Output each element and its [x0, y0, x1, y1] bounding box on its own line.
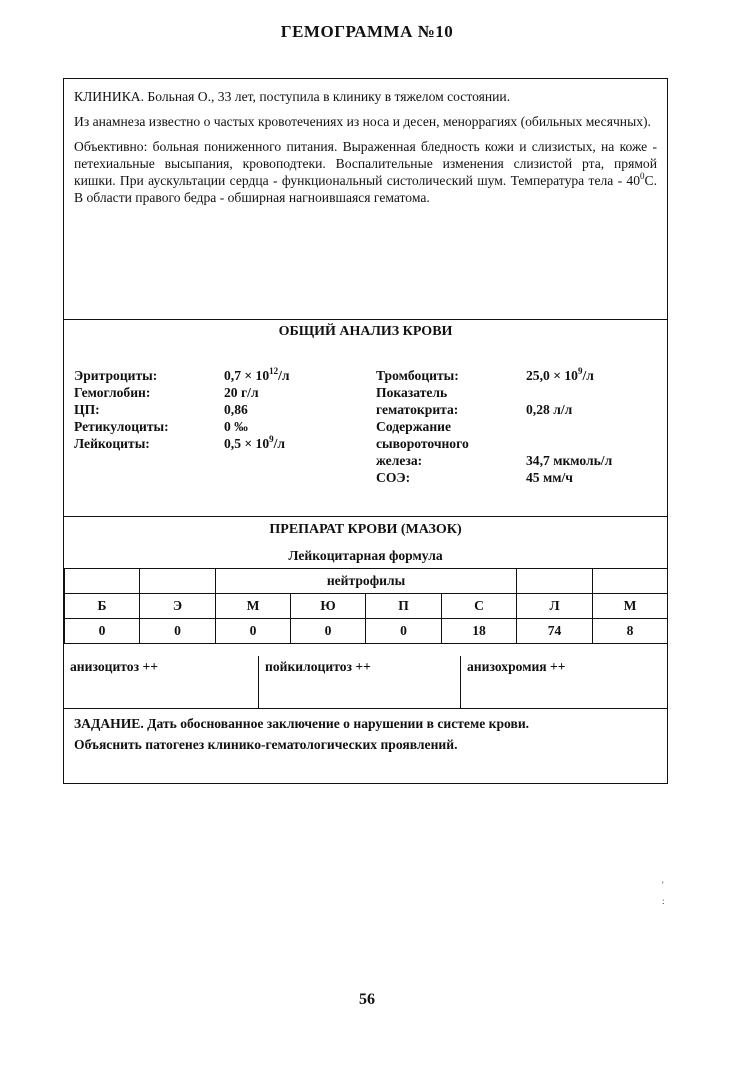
value-leukocytes-base: 0,5 × 10 — [224, 436, 270, 451]
clinic-paragraph-3-text: Объективно: больная пониженного питания. Выраженная бледность кожи и слизистых, на коже - петехиальные высыпания, кровоподтеки. Воспалительные изменения слизистой рта, прямой кишки. При аускультации сердца - функциональный систолический шум. Температура тела - 40 — [74, 139, 657, 188]
spacer — [526, 435, 666, 452]
blood-values-left — [224, 367, 374, 452]
table-cell: 74 — [517, 619, 593, 644]
label-esr: СОЭ: — [376, 470, 411, 485]
morphology-anisocytosis: анизоцитоз ++ — [64, 656, 259, 708]
column-header: С — [442, 594, 517, 619]
column-header: Ю — [291, 594, 366, 619]
table-cell: 0 — [366, 619, 442, 644]
table-row — [65, 569, 668, 594]
scan-mark: ' — [662, 880, 664, 890]
label-leukocytes: Лейкоциты: — [74, 436, 150, 451]
morphology-poikilocytosis: пойкилоцитоз ++ — [259, 656, 461, 708]
clinic-paragraph-3-tail: С. В области правого бедра - обширная нагноившаяся гематома. — [74, 173, 657, 205]
value-platelets — [526, 367, 666, 384]
column-header: Л — [517, 594, 593, 619]
table-cell: 0 — [65, 619, 140, 644]
table-cell: 0 — [216, 619, 291, 644]
clinic-paragraph-2: Из анамнеза известно о частых кровотечениях из носа и десен, меноррагиях (обильных месячных). — [74, 114, 651, 129]
label-erythrocytes: Эритроциты: — [74, 368, 158, 383]
value-leukocytes-exp: 9 — [269, 434, 274, 444]
column-header: Б — [65, 594, 140, 619]
value-erythrocytes — [224, 367, 374, 384]
leukocyte-formula-heading: Лейкоцитарная формула — [288, 548, 443, 563]
clinic-paragraph-3 — [74, 138, 657, 206]
value-hematocrit: 0,28 л/л — [526, 402, 573, 417]
table-cell: 8 — [593, 619, 668, 644]
table-cell — [517, 569, 593, 594]
table-cell — [140, 569, 216, 594]
column-header: М — [593, 594, 668, 619]
value-reticulocytes: 0 ‰ — [224, 419, 248, 434]
blood-values-right — [526, 367, 666, 486]
clinic-paragraph-1: КЛИНИКА. Больная О., 33 лет, поступила в клинику в тяжелом состоянии. — [74, 89, 511, 104]
label-iron-1: Содержание — [376, 419, 452, 434]
morphology-anisochromia: анизохромия ++ — [467, 659, 566, 674]
value-leukocytes-unit: /л — [273, 436, 286, 451]
table-cell — [593, 569, 668, 594]
label-iron-2: сывороточного — [376, 436, 469, 451]
value-platelets-exp: 9 — [577, 366, 583, 376]
degree-sup: 0 — [640, 171, 645, 181]
table-cell: 0 — [140, 619, 216, 644]
label-color-index: ЦП: — [74, 402, 100, 417]
table-cell: 0 — [291, 619, 366, 644]
neutrophils-header: нейтрофилы — [216, 569, 517, 594]
page-number: 56 — [359, 991, 375, 1008]
value-leukocytes — [224, 435, 374, 452]
label-hemoglobin: Гемоглобин: — [74, 385, 151, 400]
value-platelets-unit: /л — [582, 368, 594, 383]
value-esr: 45 мм/ч — [526, 470, 573, 485]
column-header: П — [366, 594, 442, 619]
table-cell: 18 — [442, 619, 517, 644]
value-platelets-base: 25,0 × 10 — [526, 368, 578, 383]
leukocyte-formula-table — [64, 568, 668, 644]
clinic-section — [64, 79, 667, 320]
task-line-1: ЗАДАНИЕ. Дать обоснованное заключение о нарушении в системе крови. — [74, 716, 530, 731]
blood-labels-right — [376, 367, 526, 486]
label-iron-3: железа: — [376, 453, 423, 468]
scan-mark: : — [662, 896, 665, 906]
blood-analysis-heading: ОБЩИЙ АНАЛИЗ КРОВИ — [278, 324, 453, 339]
morphology-row — [64, 656, 667, 709]
column-header: М — [216, 594, 291, 619]
label-reticulocytes: Ретикулоциты: — [74, 419, 169, 434]
blood-analysis-section — [64, 320, 667, 517]
label-hematocrit-1: Показатель — [376, 385, 448, 400]
value-erythrocytes-unit: /л — [278, 368, 290, 383]
value-color-index: 0,86 — [224, 402, 248, 417]
smear-heading: ПРЕПАРАТ КРОВИ (МАЗОК) — [269, 522, 462, 537]
table-cell — [65, 569, 140, 594]
value-erythrocytes-exp: 12 — [269, 366, 279, 376]
task-line-2: Объяснить патогенез клинико-гематологических проявлений. — [74, 737, 458, 752]
table-row — [65, 594, 668, 619]
value-erythrocytes-base: 0,7 × 10 — [224, 368, 270, 383]
label-platelets: Тромбоциты: — [376, 368, 459, 383]
page-title: ГЕМОГРАММА №10 — [280, 22, 454, 41]
blood-labels-left — [74, 367, 224, 452]
column-header: Э — [140, 594, 216, 619]
spacer — [526, 418, 666, 435]
case-frame — [63, 78, 668, 784]
label-hematocrit-2: гематокрита: — [376, 402, 459, 417]
task-section — [74, 713, 664, 755]
spacer — [526, 384, 666, 401]
value-hemoglobin: 20 г/л — [224, 385, 259, 400]
value-iron: 34,7 мкмоль/л — [526, 453, 613, 468]
table-row — [65, 619, 668, 644]
